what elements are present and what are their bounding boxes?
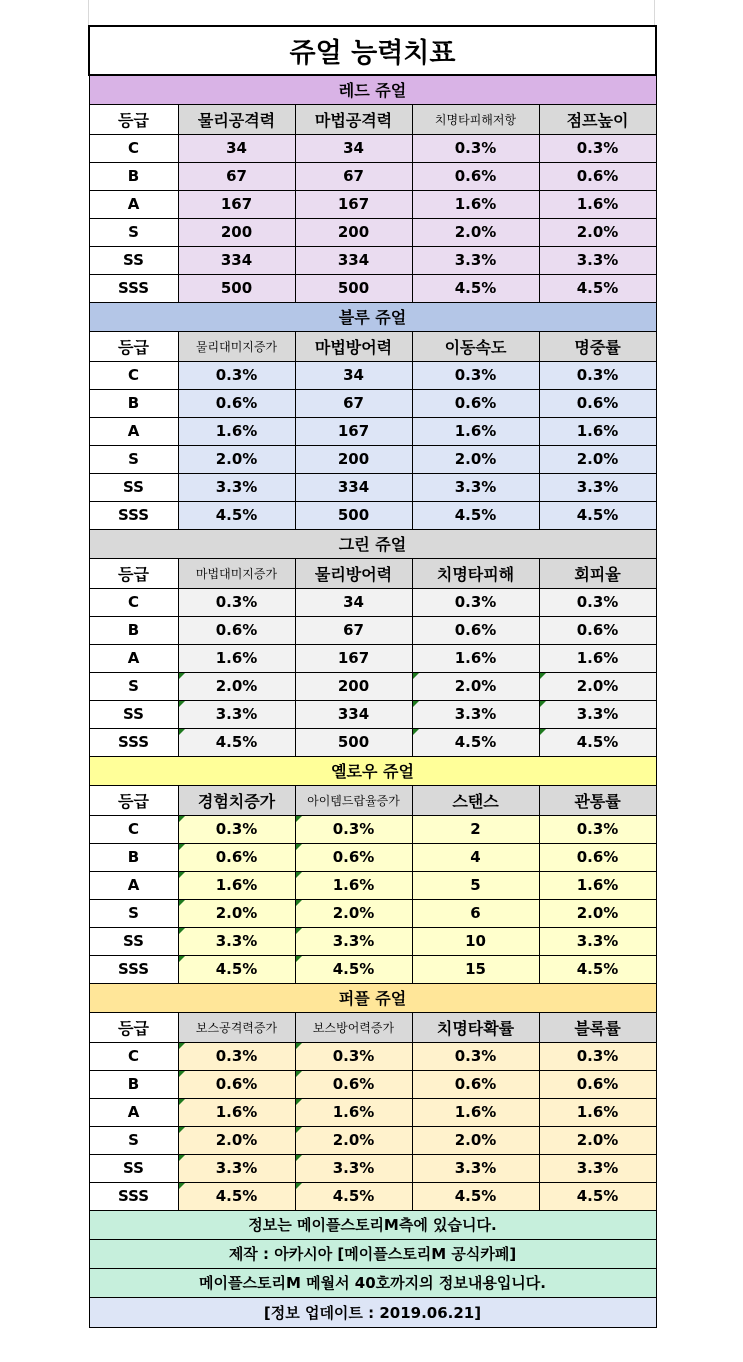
stat-value-cell: 3.3% <box>539 473 656 501</box>
stat-value-cell: 0.6% <box>178 1070 295 1098</box>
stat-column-header: 블록률 <box>539 1012 656 1042</box>
page-title: 쥬얼 능력치표 <box>89 26 656 75</box>
footer-note: 메이플스토리M 메월서 40호까지의 정보내용입니다. <box>89 1268 656 1297</box>
stat-value-cell: 34 <box>295 588 412 616</box>
stat-value-cell: 167 <box>295 417 412 445</box>
stat-column-header: 마법공격력 <box>295 104 412 134</box>
stat-value-cell: 0.3% <box>295 815 412 843</box>
stat-column-header: 마법대미지증가 <box>178 558 295 588</box>
stat-value-cell: 1.6% <box>412 190 539 218</box>
stat-column-header: 치명타확률 <box>412 1012 539 1042</box>
grade-cell: B <box>89 162 178 190</box>
stat-value-cell: 0.6% <box>412 389 539 417</box>
grade-cell: S <box>89 899 178 927</box>
table-row <box>89 955 656 983</box>
table-row <box>89 927 656 955</box>
section-title: 레드 쥬얼 <box>89 75 656 104</box>
grade-column-header: 등급 <box>89 1012 178 1042</box>
stat-column-header: 보스공격력증가 <box>178 1012 295 1042</box>
table-row <box>89 190 656 218</box>
stat-value-cell: 0.3% <box>178 815 295 843</box>
stat-value-cell: 2.0% <box>412 672 539 700</box>
stat-value-cell: 1.6% <box>539 871 656 899</box>
stat-value-cell: 4.5% <box>295 955 412 983</box>
stat-value-cell: 4.5% <box>295 1182 412 1210</box>
stat-value-cell: 2.0% <box>412 218 539 246</box>
stat-value-cell: 67 <box>295 389 412 417</box>
stat-value-cell: 2.0% <box>412 1126 539 1154</box>
stat-value-cell: 1.6% <box>178 1098 295 1126</box>
stat-value-cell: 500 <box>295 274 412 302</box>
stat-value-cell: 4.5% <box>412 274 539 302</box>
stat-column-header: 물리공격력 <box>178 104 295 134</box>
grade-cell: SSS <box>89 728 178 756</box>
stat-value-cell: 34 <box>295 361 412 389</box>
stat-value-cell: 3.3% <box>539 246 656 274</box>
table-row <box>89 246 656 274</box>
stat-value-cell: 0.3% <box>412 361 539 389</box>
stat-value-cell: 500 <box>295 501 412 529</box>
stat-value-cell: 2.0% <box>539 218 656 246</box>
stat-value-cell: 1.6% <box>295 871 412 899</box>
grade-cell: A <box>89 1098 178 1126</box>
stat-value-cell: 200 <box>295 672 412 700</box>
grade-column-header: 등급 <box>89 785 178 815</box>
grade-column-header: 등급 <box>89 104 178 134</box>
stat-value-cell: 334 <box>178 246 295 274</box>
stat-value-cell: 334 <box>295 246 412 274</box>
grade-cell: SS <box>89 700 178 728</box>
stat-value-cell: 2.0% <box>539 1126 656 1154</box>
stat-value-cell: 4.5% <box>539 274 656 302</box>
grade-cell: S <box>89 672 178 700</box>
grade-cell: SSS <box>89 1182 178 1210</box>
table-row <box>89 1126 656 1154</box>
stat-value-cell: 3.3% <box>412 700 539 728</box>
stat-value-cell: 2.0% <box>295 1126 412 1154</box>
table-row <box>89 501 656 529</box>
grade-cell: SS <box>89 246 178 274</box>
table-row <box>89 389 656 417</box>
stat-column-header: 점프높이 <box>539 104 656 134</box>
grade-cell: SS <box>89 1154 178 1182</box>
grade-cell: S <box>89 218 178 246</box>
stat-value-cell: 4.5% <box>539 728 656 756</box>
table-row <box>89 417 656 445</box>
stat-value-cell: 3.3% <box>412 1154 539 1182</box>
stat-value-cell: 4.5% <box>539 1182 656 1210</box>
stat-value-cell: 0.6% <box>539 843 656 871</box>
table-row <box>89 843 656 871</box>
table-row <box>89 1042 656 1070</box>
table-row <box>89 871 656 899</box>
grade-cell: S <box>89 1126 178 1154</box>
table-row <box>89 361 656 389</box>
stat-value-cell: 3.3% <box>412 473 539 501</box>
stat-column-header: 물리대미지증가 <box>178 331 295 361</box>
stat-value-cell: 3.3% <box>539 700 656 728</box>
stat-value-cell: 334 <box>295 473 412 501</box>
grade-cell: C <box>89 1042 178 1070</box>
stat-value-cell: 4.5% <box>539 501 656 529</box>
table-row <box>89 1070 656 1098</box>
table-row <box>89 473 656 501</box>
stat-value-cell: 1.6% <box>539 190 656 218</box>
stat-value-cell: 1.6% <box>539 417 656 445</box>
stat-value-cell: 4.5% <box>412 1182 539 1210</box>
grade-column-header: 등급 <box>89 558 178 588</box>
grade-cell: C <box>89 361 178 389</box>
stat-value-cell: 1.6% <box>412 1098 539 1126</box>
grade-cell: C <box>89 815 178 843</box>
stat-value-cell: 4.5% <box>412 501 539 529</box>
stat-value-cell: 0.3% <box>412 1042 539 1070</box>
table-row <box>89 218 656 246</box>
stat-value-cell: 1.6% <box>539 644 656 672</box>
stat-value-cell: 3.3% <box>178 700 295 728</box>
stat-value-cell: 4 <box>412 843 539 871</box>
stat-value-cell: 2.0% <box>539 445 656 473</box>
stat-value-cell: 34 <box>178 134 295 162</box>
stat-value-cell: 0.3% <box>539 361 656 389</box>
grade-cell: A <box>89 417 178 445</box>
stat-value-cell: 3.3% <box>539 927 656 955</box>
stat-value-cell: 0.6% <box>178 389 295 417</box>
stat-value-cell: 10 <box>412 927 539 955</box>
stat-value-cell: 0.6% <box>412 616 539 644</box>
grade-cell: A <box>89 644 178 672</box>
stat-value-cell: 1.6% <box>539 1098 656 1126</box>
grade-cell: B <box>89 1070 178 1098</box>
stat-value-cell: 4.5% <box>412 728 539 756</box>
stat-value-cell: 0.6% <box>412 1070 539 1098</box>
grade-cell: B <box>89 616 178 644</box>
stat-value-cell: 200 <box>295 218 412 246</box>
stat-value-cell: 67 <box>178 162 295 190</box>
jewel-stat-sheet <box>88 25 655 1328</box>
grade-cell: B <box>89 843 178 871</box>
table-row <box>89 815 656 843</box>
stat-value-cell: 1.6% <box>295 1098 412 1126</box>
stat-value-cell: 4.5% <box>178 955 295 983</box>
grade-cell: SSS <box>89 955 178 983</box>
stat-value-cell: 1.6% <box>178 871 295 899</box>
stat-value-cell: 67 <box>295 616 412 644</box>
stat-value-cell: 0.3% <box>539 134 656 162</box>
table-row <box>89 1182 656 1210</box>
table-row <box>89 616 656 644</box>
stat-value-cell: 2.0% <box>539 899 656 927</box>
stat-value-cell: 0.6% <box>412 162 539 190</box>
table-row <box>89 644 656 672</box>
grid-line-left <box>88 0 89 25</box>
table-row <box>89 700 656 728</box>
stat-column-header: 스탠스 <box>412 785 539 815</box>
grade-cell: SS <box>89 473 178 501</box>
stat-value-cell: 0.3% <box>539 815 656 843</box>
grade-column-header: 등급 <box>89 331 178 361</box>
stat-value-cell: 0.6% <box>295 1070 412 1098</box>
stat-value-cell: 15 <box>412 955 539 983</box>
table-row <box>89 1098 656 1126</box>
stat-value-cell: 1.6% <box>412 417 539 445</box>
stat-value-cell: 0.3% <box>412 588 539 616</box>
stat-value-cell: 3.3% <box>412 246 539 274</box>
stat-column-header: 관통률 <box>539 785 656 815</box>
stat-value-cell: 34 <box>295 134 412 162</box>
stat-value-cell: 3.3% <box>295 927 412 955</box>
stat-column-header: 경험치증가 <box>178 785 295 815</box>
stat-value-cell: 500 <box>295 728 412 756</box>
stat-value-cell: 3.3% <box>178 927 295 955</box>
stat-value-cell: 0.6% <box>539 162 656 190</box>
stat-value-cell: 0.6% <box>178 843 295 871</box>
stat-value-cell: 4.5% <box>178 1182 295 1210</box>
stat-value-cell: 0.3% <box>539 1042 656 1070</box>
stat-value-cell: 167 <box>295 644 412 672</box>
table-row <box>89 1154 656 1182</box>
stat-value-cell: 334 <box>295 700 412 728</box>
table-row <box>89 445 656 473</box>
stat-value-cell: 2.0% <box>539 672 656 700</box>
stat-value-cell: 3.3% <box>178 1154 295 1182</box>
stat-value-cell: 4.5% <box>178 501 295 529</box>
stat-column-header: 아이템드랍율증가 <box>295 785 412 815</box>
stat-column-header: 보스방어력증가 <box>295 1012 412 1042</box>
stat-value-cell: 0.3% <box>178 361 295 389</box>
table-row <box>89 588 656 616</box>
stat-value-cell: 2.0% <box>178 1126 295 1154</box>
stat-value-cell: 67 <box>295 162 412 190</box>
grade-cell: B <box>89 389 178 417</box>
stat-value-cell: 0.6% <box>539 616 656 644</box>
grid-line-right <box>654 0 655 25</box>
table-row <box>89 134 656 162</box>
stat-value-cell: 0.6% <box>295 843 412 871</box>
stat-value-cell: 0.6% <box>539 389 656 417</box>
grade-cell: C <box>89 588 178 616</box>
grade-cell: SSS <box>89 501 178 529</box>
section-title: 블루 쥬얼 <box>89 302 656 331</box>
stat-value-cell: 0.3% <box>412 134 539 162</box>
grade-cell: C <box>89 134 178 162</box>
stat-value-cell: 3.3% <box>295 1154 412 1182</box>
stat-value-cell: 2.0% <box>178 899 295 927</box>
jewel-stat-table <box>88 25 657 1328</box>
stat-value-cell: 4.5% <box>539 955 656 983</box>
footer-note: 정보는 메이플스토리M측에 있습니다. <box>89 1210 656 1239</box>
grade-cell: SS <box>89 927 178 955</box>
stat-value-cell: 1.6% <box>178 644 295 672</box>
stat-value-cell: 2.0% <box>178 445 295 473</box>
stat-value-cell: 0.6% <box>178 616 295 644</box>
stat-value-cell: 0.6% <box>539 1070 656 1098</box>
table-row <box>89 899 656 927</box>
stat-column-header: 회피율 <box>539 558 656 588</box>
stat-value-cell: 2.0% <box>295 899 412 927</box>
stat-value-cell: 0.3% <box>295 1042 412 1070</box>
table-row <box>89 274 656 302</box>
stat-value-cell: 167 <box>178 190 295 218</box>
stat-value-cell: 200 <box>178 218 295 246</box>
table-row <box>89 728 656 756</box>
update-date: [정보 업데이트 : 2019.06.21] <box>89 1297 656 1327</box>
stat-column-header: 명중률 <box>539 331 656 361</box>
stat-value-cell: 1.6% <box>412 644 539 672</box>
table-row <box>89 162 656 190</box>
grade-cell: SSS <box>89 274 178 302</box>
grade-cell: S <box>89 445 178 473</box>
grade-cell: A <box>89 190 178 218</box>
stat-value-cell: 2.0% <box>178 672 295 700</box>
stat-value-cell: 3.3% <box>539 1154 656 1182</box>
stat-value-cell: 1.6% <box>178 417 295 445</box>
stat-column-header: 마법방어력 <box>295 331 412 361</box>
stat-column-header: 치명타피해저항 <box>412 104 539 134</box>
stat-value-cell: 0.3% <box>178 1042 295 1070</box>
section-title: 퍼플 쥬얼 <box>89 983 656 1012</box>
stat-column-header: 물리방어력 <box>295 558 412 588</box>
stat-value-cell: 6 <box>412 899 539 927</box>
stat-value-cell: 3.3% <box>178 473 295 501</box>
grade-cell: A <box>89 871 178 899</box>
stat-value-cell: 0.3% <box>178 588 295 616</box>
stat-value-cell: 200 <box>295 445 412 473</box>
stat-value-cell: 4.5% <box>178 728 295 756</box>
stat-value-cell: 500 <box>178 274 295 302</box>
stat-value-cell: 2 <box>412 815 539 843</box>
stat-value-cell: 5 <box>412 871 539 899</box>
footer-note: 제작 : 아카시아 [메이플스토리M 공식카페] <box>89 1239 656 1268</box>
table-row <box>89 672 656 700</box>
stat-value-cell: 167 <box>295 190 412 218</box>
stat-value-cell: 2.0% <box>412 445 539 473</box>
stat-column-header: 치명타피해 <box>412 558 539 588</box>
section-title: 옐로우 쥬얼 <box>89 756 656 785</box>
section-title: 그린 쥬얼 <box>89 529 656 558</box>
stat-value-cell: 0.3% <box>539 588 656 616</box>
stat-column-header: 이동속도 <box>412 331 539 361</box>
